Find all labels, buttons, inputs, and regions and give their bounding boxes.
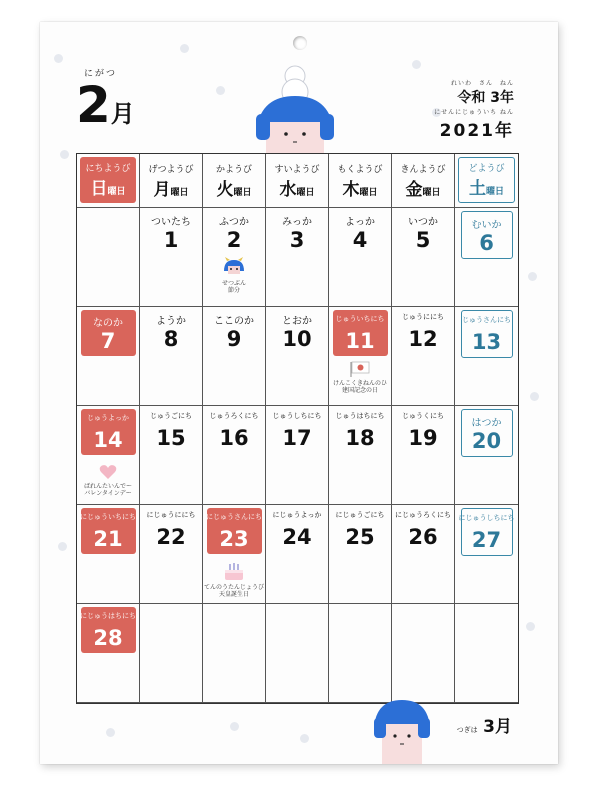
- day-ruby: にじゅうしちにち: [458, 514, 515, 522]
- day-cell-27[interactable]: [455, 505, 518, 604]
- day-ruby: にじゅうさんにち: [206, 513, 262, 521]
- decor-dot: [216, 86, 225, 95]
- decor-dot: [412, 60, 421, 69]
- day-ruby: むいか: [471, 220, 502, 231]
- day-cell-8[interactable]: [140, 307, 203, 406]
- day-cell-17[interactable]: [266, 406, 329, 505]
- day-number: 23: [219, 527, 249, 551]
- day-number: 6: [479, 231, 494, 255]
- decor-dot: [58, 542, 67, 551]
- day-number: 2: [226, 228, 242, 252]
- mascot-snow-head-icon: [250, 62, 340, 154]
- day-cell-empty: [392, 604, 455, 703]
- day-ruby: じゅうさんにち: [462, 316, 511, 324]
- month-ruby: にがつ: [84, 69, 118, 79]
- weekday-ruby: かようび: [215, 164, 252, 175]
- weekday-header-mon: [140, 154, 203, 208]
- year-text: 2021年: [439, 121, 514, 141]
- month-number: 2: [76, 76, 111, 134]
- day-cell-23[interactable]: [203, 505, 266, 604]
- day-ruby: はつか: [471, 418, 502, 429]
- weekday-kanji: 木: [342, 179, 360, 200]
- day-ruby: とおか: [282, 316, 312, 327]
- weekday-ruby: すいようび: [274, 164, 320, 175]
- day-ruby: よっか: [345, 217, 375, 228]
- day-cell-4[interactable]: [329, 208, 392, 307]
- era-block: [434, 78, 514, 141]
- day-number: 4: [352, 228, 368, 252]
- day-ruby: ようか: [156, 316, 186, 327]
- day-note: せつぶん 節分: [221, 280, 246, 294]
- day-number: 26: [408, 525, 438, 549]
- day-number: 28: [93, 626, 123, 650]
- day-ruby: にじゅういちにち: [80, 513, 136, 521]
- day-number: 20: [471, 429, 502, 453]
- japan-flag-icon: [349, 361, 371, 377]
- decor-dot: [180, 44, 189, 53]
- weekday-ruby: げつようび: [148, 164, 194, 175]
- day-ruby: にじゅうはちにち: [80, 612, 136, 620]
- day-ruby: じゅうろくにち: [209, 412, 259, 420]
- day-number: 10: [282, 327, 312, 351]
- day-number: 18: [345, 426, 375, 450]
- day-cell-6[interactable]: [455, 208, 518, 307]
- day-cell-11[interactable]: [329, 307, 392, 406]
- day-number: 12: [408, 327, 438, 351]
- calendar-page: [40, 22, 558, 764]
- day-cell-28[interactable]: [77, 604, 140, 703]
- day-ruby: にじゅうごにち: [335, 511, 385, 519]
- day-ruby: じゅうしちにち: [272, 412, 322, 420]
- day-cell-3[interactable]: [266, 208, 329, 307]
- day-ruby: みっか: [282, 217, 312, 228]
- hanging-hole: [293, 36, 307, 50]
- day-number: 11: [345, 329, 375, 353]
- day-number: 27: [471, 528, 502, 552]
- weekday-ruby: きんようび: [400, 164, 446, 175]
- day-note: ばれんたいんでー バレンタインデー: [83, 483, 132, 497]
- mascot-face-icon: [370, 694, 434, 764]
- weekday-kanji: 土: [468, 179, 486, 199]
- day-ruby: じゅうににち: [402, 313, 444, 321]
- day-cell-9[interactable]: [203, 307, 266, 406]
- day-cell-empty: [140, 604, 203, 703]
- next-month-value: 3月: [483, 717, 512, 737]
- day-cell-26[interactable]: [392, 505, 455, 604]
- day-ruby: じゅうくにち: [402, 412, 444, 420]
- weekday-kanji: 金: [405, 179, 423, 200]
- weekday-header-sat: [455, 154, 518, 208]
- day-cell-24[interactable]: [266, 505, 329, 604]
- decor-dot: [528, 272, 537, 281]
- weekday-ruby: にちようび: [85, 164, 131, 174]
- day-ruby: いつか: [408, 217, 438, 228]
- weekday-suffix: 曜日: [296, 187, 315, 198]
- weekday-header-wed: [266, 154, 329, 208]
- weekday-header-fri: [392, 154, 455, 208]
- weekday-kanji: 月: [153, 179, 171, 200]
- decor-dot: [54, 54, 63, 63]
- weekday-kanji: 日: [90, 179, 108, 199]
- day-number: 17: [282, 426, 312, 450]
- day-cell-19[interactable]: [392, 406, 455, 505]
- weekday-header-thu: [329, 154, 392, 208]
- day-note: てんのうたんじょうび 天皇誕生日: [203, 584, 264, 598]
- day-number: 21: [93, 527, 123, 551]
- day-number: 14: [93, 428, 123, 452]
- day-number: 13: [471, 330, 502, 354]
- day-cell-18[interactable]: [329, 406, 392, 505]
- day-cell-2[interactable]: [203, 208, 266, 307]
- weekday-suffix: 曜日: [422, 187, 441, 198]
- day-number: 8: [163, 327, 179, 351]
- day-ruby: にじゅうろくにち: [395, 511, 451, 519]
- day-ruby: じゅうはちにち: [335, 412, 385, 420]
- day-cell-empty: [455, 604, 518, 703]
- month-title: [76, 76, 135, 134]
- decor-dot: [530, 392, 539, 401]
- weekday-header-sun: [77, 154, 140, 208]
- calendar-grid: [76, 153, 519, 704]
- day-ruby: にじゅうよっか: [272, 511, 322, 519]
- day-number: 1: [163, 228, 179, 252]
- weekday-suffix: 曜日: [233, 187, 252, 198]
- decor-dot: [300, 734, 309, 743]
- day-cell-21[interactable]: [77, 505, 140, 604]
- day-number: 22: [156, 525, 186, 549]
- day-number: 24: [282, 525, 312, 549]
- day-cell-12[interactable]: [392, 307, 455, 406]
- day-number: 5: [415, 228, 431, 252]
- day-cell-7[interactable]: [77, 307, 140, 406]
- weekday-suffix: 曜日: [107, 187, 126, 197]
- day-cell-empty: [77, 208, 140, 307]
- weekday-kanji: 火: [216, 179, 234, 200]
- month-kanji: 月: [110, 100, 135, 128]
- day-number: 3: [289, 228, 305, 252]
- weekday-header-tue: [203, 154, 266, 208]
- day-ruby: じゅうごにち: [150, 412, 192, 420]
- weekday-ruby: どようび: [468, 164, 505, 174]
- year-ruby: にせんにじゅういち ねん: [434, 109, 514, 116]
- day-cell-empty: [203, 604, 266, 703]
- day-cell-20[interactable]: [455, 406, 518, 505]
- day-number: 15: [156, 426, 186, 450]
- day-number: 16: [219, 426, 249, 450]
- day-cell-10[interactable]: [266, 307, 329, 406]
- day-cell-22[interactable]: [140, 505, 203, 604]
- day-ruby: にじゅうににち: [146, 511, 196, 519]
- day-note: けんこくきねんのひ 建国記念の日: [332, 380, 387, 394]
- day-cell-5[interactable]: [392, 208, 455, 307]
- day-number: 25: [345, 525, 375, 549]
- decor-dot: [106, 728, 115, 737]
- decor-dot: [526, 622, 535, 631]
- day-cell-16[interactable]: [203, 406, 266, 505]
- oni-mask-icon: [221, 257, 247, 277]
- next-month: [457, 712, 512, 737]
- decor-dot: [60, 150, 69, 159]
- day-ruby: なのか: [93, 318, 123, 329]
- day-ruby: ついたち: [151, 217, 191, 228]
- decor-dot: [230, 722, 239, 731]
- day-cell-15[interactable]: [140, 406, 203, 505]
- day-number: 9: [226, 327, 242, 351]
- era-ruby: れいわ さん ねん: [450, 80, 514, 87]
- weekday-ruby: もくようび: [337, 164, 383, 175]
- day-cell-25[interactable]: [329, 505, 392, 604]
- day-cell-empty: [329, 604, 392, 703]
- birthday-cake-icon: [222, 561, 246, 581]
- weekday-suffix: 曜日: [359, 187, 378, 198]
- day-ruby: じゅうよっか: [87, 414, 129, 422]
- era-text: 令和 3年: [457, 90, 514, 106]
- next-label: つぎは: [456, 726, 478, 734]
- day-number: 19: [408, 426, 438, 450]
- day-cell-empty: [266, 604, 329, 703]
- day-number: 7: [100, 329, 116, 353]
- weekday-suffix: 曜日: [170, 187, 189, 198]
- day-ruby: じゅういちにち: [335, 315, 385, 323]
- day-cell-14[interactable]: [77, 406, 140, 505]
- day-cell-1[interactable]: [140, 208, 203, 307]
- day-ruby: ふつか: [219, 217, 249, 228]
- heart-icon: [99, 464, 117, 480]
- weekday-kanji: 水: [279, 179, 297, 200]
- day-ruby: ここのか: [214, 316, 254, 327]
- weekday-suffix: 曜日: [485, 187, 504, 197]
- day-cell-13[interactable]: [455, 307, 518, 406]
